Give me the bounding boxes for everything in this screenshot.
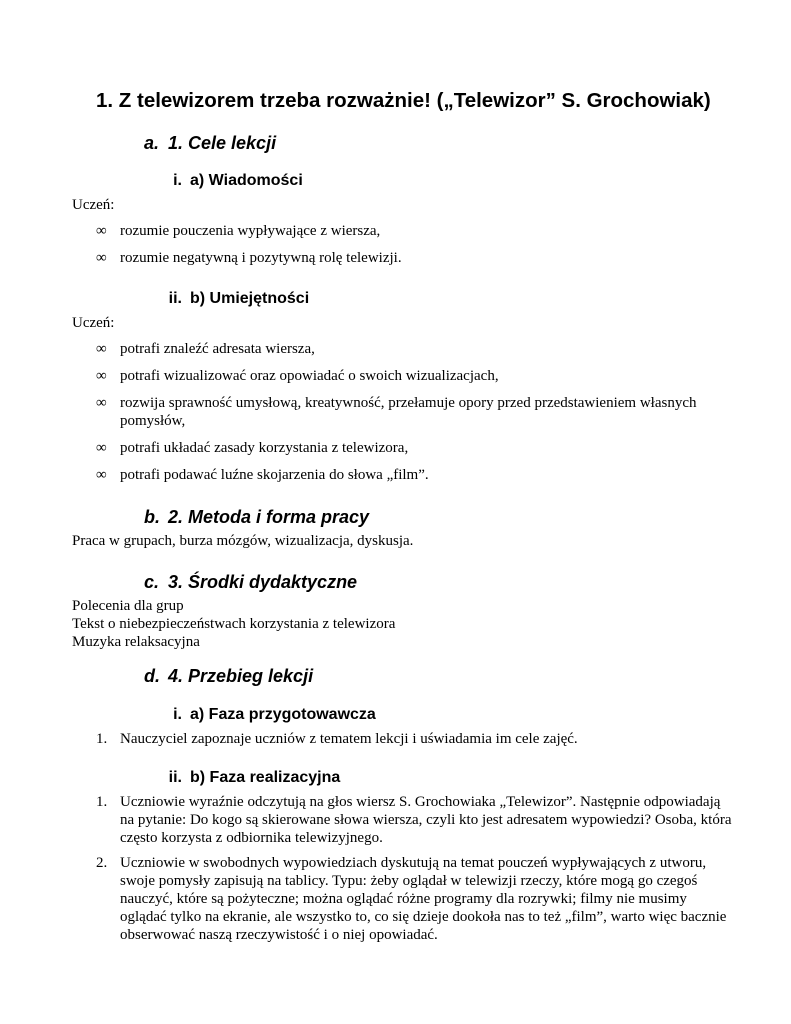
infinity-bullet-icon: ∞ [96, 341, 107, 357]
item-number: 2. [96, 855, 108, 871]
student-intro: Uczeń: [72, 197, 115, 213]
numbered-item: 1. Uczniowie wyraźnie odczytują na głos wiersz S. Grochowiaka „Telewizor”. Następnie odpowiadają na pytanie: Do kogo są skierowane słowa wiersza, czyli kto jest adresatem wypowiedzi? Osoba, która często korzysta z odbiornika telewizyjnego. [96, 794, 732, 846]
page-title: 1. Z telewizorem trzeba rozważnie! („Telewizor” S. Grochowiak) [96, 89, 711, 112]
section-title: 4. Przebieg lekcji [168, 666, 314, 686]
section-label: d. [144, 666, 160, 686]
subsection-label: ii. [168, 769, 182, 786]
list-item: ∞ potrafi podawać luźne skojarzenia do słowa „film”. [96, 467, 429, 483]
infinity-bullet-icon: ∞ [96, 440, 107, 456]
section-heading-method [144, 507, 369, 528]
section-heading-lesson-flow [144, 666, 313, 687]
subsection-heading-realization [158, 769, 340, 787]
list-item: ∞ rozwija sprawność umysłową, kreatywność, przełamuje opory przed przedstawieniem własnych pomysłów, [96, 395, 697, 429]
materials-line: Tekst o niebezpieczeństwach korzystania z telewizora [72, 616, 396, 632]
numbered-item: 1. Nauczyciel zapoznaje uczniów z tematem lekcji i uświadamia im cele zajęć. [96, 731, 578, 747]
section-title: 2. Metoda i forma pracy [168, 507, 370, 527]
materials-line: Muzyka relaksacyjna [72, 634, 200, 650]
infinity-bullet-icon: ∞ [96, 250, 107, 266]
subsection-label: i. [173, 706, 182, 723]
section-label: c. [144, 572, 160, 592]
subsection-title: a) Faza przygotowawcza [190, 706, 376, 723]
section-label: a. [144, 133, 160, 153]
section-title: 1. Cele lekcji [168, 133, 277, 153]
subsection-title: b) Umiejętności [190, 290, 310, 307]
materials-line: Polecenia dla grup [72, 598, 184, 614]
infinity-bullet-icon: ∞ [96, 223, 107, 239]
list-item: ∞ rozumie pouczenia wypływające z wiersza, [96, 223, 381, 239]
section-label: b. [144, 507, 160, 527]
student-intro: Uczeń: [72, 315, 115, 331]
list-item: ∞ potrafi układać zasady korzystania z telewizora, [96, 440, 409, 456]
numbered-item: 2. Uczniowie w swobodnych wypowiedziach dyskutują na temat pouczeń wypływających z utworu, swoje pomysły zapisują na tablicy. Typu: żeby oglądał w telewizji rzeczy, które mogą go czegoś nauczyć, które są pożyteczne; można oglądać różne programy dla rozrywki; filmy nie musimy oglądać tylko na ekranie, ale wszystko to, co się dzieje dookoła nas to też „film”, warto więc bacznie obserwować naszą rzeczywistość i o niej opowiadać. [96, 855, 727, 943]
method-text: Praca w grupach, burza mózgów, wizualizacja, dyskusja. [72, 533, 414, 549]
item-number: 1. [96, 794, 108, 810]
section-heading-materials [144, 572, 357, 593]
subsection-label: ii. [168, 290, 182, 307]
subsection-heading-preparation [158, 706, 376, 724]
subsection-title: b) Faza realizacyjna [190, 769, 341, 786]
infinity-bullet-icon: ∞ [96, 368, 107, 384]
subsection-heading-knowledge [158, 172, 303, 190]
infinity-bullet-icon: ∞ [96, 467, 107, 483]
section-heading-goals [144, 133, 276, 154]
subsection-heading-skills [158, 290, 309, 308]
infinity-bullet-icon: ∞ [96, 395, 107, 411]
subsection-label: i. [173, 172, 182, 189]
item-number: 1. [96, 731, 108, 747]
section-title: 3. Środki dydaktyczne [168, 572, 358, 592]
list-item: ∞ rozumie negatywną i pozytywną rolę telewizji. [96, 250, 402, 266]
subsection-title: a) Wiadomości [190, 172, 303, 189]
list-item: ∞ potrafi znaleźć adresata wiersza, [96, 341, 315, 357]
list-item: ∞ potrafi wizualizować oraz opowiadać o swoich wizualizacjach, [96, 368, 499, 384]
